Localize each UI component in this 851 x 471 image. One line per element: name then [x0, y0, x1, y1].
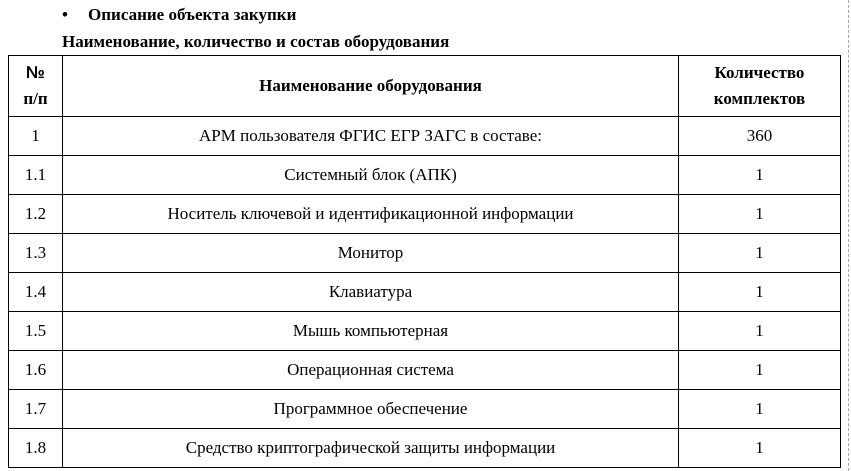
table-row	[9, 195, 841, 234]
row-equipment-name: Системный блок (АПК)	[63, 156, 679, 195]
table-row	[9, 312, 841, 351]
row-quantity: 1	[679, 234, 841, 273]
row-number: 1	[9, 117, 63, 156]
row-number: 1.3	[9, 234, 63, 273]
table-row	[9, 390, 841, 429]
section-heading	[62, 4, 296, 26]
header-number-sign: №	[26, 63, 45, 82]
header-quantity-line2: комплектов	[713, 89, 806, 108]
row-number: 1.2	[9, 195, 63, 234]
table-caption: Наименование, количество и состав оборудования	[62, 32, 450, 51]
row-number: 1.6	[9, 351, 63, 390]
bullet-marker: •	[62, 5, 68, 24]
page-edge-line	[848, 0, 849, 471]
header-equipment-name: Наименование оборудования	[63, 56, 679, 117]
table-row	[9, 351, 841, 390]
row-quantity: 1	[679, 351, 841, 390]
row-quantity: 1	[679, 156, 841, 195]
row-number: 1.1	[9, 156, 63, 195]
header-number	[9, 56, 63, 117]
row-quantity: 1	[679, 390, 841, 429]
row-quantity: 1	[679, 273, 841, 312]
table-row	[9, 234, 841, 273]
row-number: 1.4	[9, 273, 63, 312]
section-title: Описание объекта закупки	[88, 5, 297, 24]
row-equipment-name: Средство криптографической защиты информации	[63, 429, 679, 468]
row-equipment-name: Клавиатура	[63, 273, 679, 312]
row-quantity: 1	[679, 429, 841, 468]
row-quantity: 360	[679, 117, 841, 156]
header-number-abbrev: п/п	[23, 89, 48, 108]
table-row	[9, 156, 841, 195]
header-quantity-line1: Количество	[714, 63, 805, 82]
header-quantity	[679, 56, 841, 117]
table-row	[9, 273, 841, 312]
row-equipment-name: Программное обеспечение	[63, 390, 679, 429]
row-number: 1.5	[9, 312, 63, 351]
row-number: 1.7	[9, 390, 63, 429]
row-equipment-name: Монитор	[63, 234, 679, 273]
table-row	[9, 117, 841, 156]
equipment-table	[8, 55, 841, 468]
row-equipment-name: Операционная система	[63, 351, 679, 390]
row-quantity: 1	[679, 195, 841, 234]
row-equipment-name: Носитель ключевой и идентификационной информации	[63, 195, 679, 234]
table-header-row	[9, 56, 841, 117]
table-row	[9, 429, 841, 468]
row-equipment-name: Мышь компьютерная	[63, 312, 679, 351]
row-equipment-name: АРМ пользователя ФГИС ЕГР ЗАГС в составе:	[63, 117, 679, 156]
row-number: 1.8	[9, 429, 63, 468]
row-quantity: 1	[679, 312, 841, 351]
